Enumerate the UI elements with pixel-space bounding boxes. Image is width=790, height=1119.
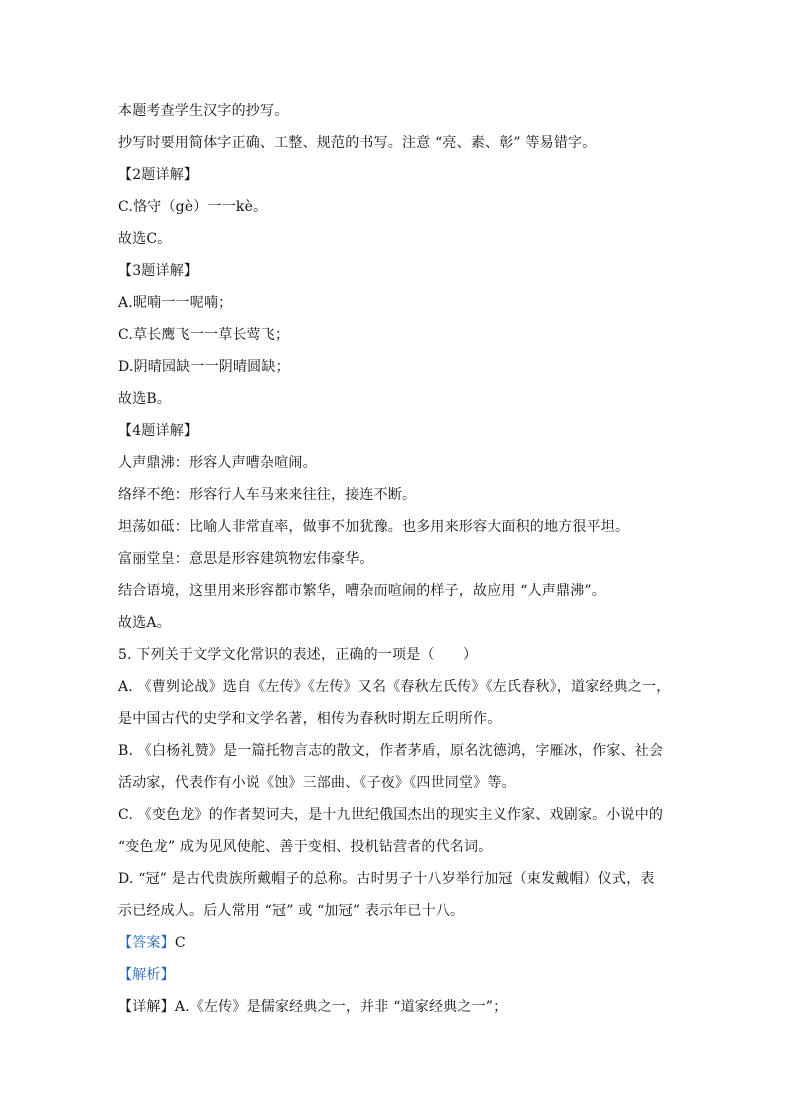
text-line: 人声鼎沸：形容人声嘈杂喧闹。 <box>118 455 317 471</box>
option-c-line-1: C. 《变色龙》的作者契诃夫，是十九世纪俄国杰出的现实主义作家、戏剧家。小说中的 <box>118 807 664 823</box>
text-line: C.恪守（gè）一一kè。 <box>118 199 268 215</box>
answer-label: 【答案】 <box>118 935 175 951</box>
text-line: 抄写时要用简体字正确、工整、规范的书写。注意 “亮、素、彰” 等易错字。 <box>118 135 597 151</box>
text-line: D.阴晴园缺一一阴晴圆缺； <box>118 359 290 375</box>
text-line: 故选A。 <box>118 615 171 631</box>
option-b-line-2: 活动家，代表作有小说《蚀》三部曲、《子夜》《四世同堂》等。 <box>118 775 516 791</box>
text-line: 本题考查学生汉字的抄写。 <box>118 103 289 119</box>
detail-text: A.《左传》是儒家经典之一，并非 “道家经典之一”； <box>174 999 508 1015</box>
text-line: 故选C。 <box>118 231 172 247</box>
analysis-label: 【解析】 <box>118 967 175 983</box>
option-b-line-1: B. 《白杨礼赞》是一篇托物言志的散文，作者茅盾，原名沈德鸿，字雁冰，作家、社会 <box>118 743 664 759</box>
question-stem: 5. 下列关于文学文化常识的表述，正确的一项是（ ） <box>118 647 478 663</box>
section-heading: 【4题详解】 <box>118 423 199 439</box>
option-d-line-2: 示已经成人。后人常用 “冠” 或 “加冠” 表示年已十八。 <box>118 903 465 919</box>
option-d-line-1: D. “冠” 是古代贵族所戴帽子的总称。古时男子十八岁举行加冠（束发戴帽）仪式，表 <box>118 871 655 887</box>
text-line: C.草长鹰飞一一草长莺飞； <box>118 327 290 343</box>
option-a-line-2: 是中国古代的史学和文学名著，相传为春秋时期左丘明所作。 <box>118 711 502 727</box>
text-line: 结合语境，这里用来形容都市繁华，嘈杂而喧闹的样子，故应用 “人声鼎沸”。 <box>118 583 606 599</box>
option-c-line-2: “变色龙” 成为见风使舵、善于变相、投机钻营者的代名词。 <box>118 839 493 855</box>
text-line: A.昵喃一一呢喃； <box>118 295 233 311</box>
answer-value: C <box>174 935 186 951</box>
analysis-line <box>118 965 678 985</box>
text-line: 络绎不绝：形容行人车马来来往往，接连不断。 <box>118 487 417 503</box>
detail-line <box>118 997 678 1017</box>
text-line: 富丽堂皇：意思是形容建筑物宏伟豪华。 <box>118 551 374 567</box>
text-line: 故选B。 <box>118 391 172 407</box>
section-heading: 【3题详解】 <box>118 263 199 279</box>
section-heading: 【2题详解】 <box>118 167 199 183</box>
text-line: 坦荡如砥：比喻人非常直率，做事不加犹豫。也多用来形容大面积的地方很平坦。 <box>118 519 630 535</box>
detail-label: 【详解】 <box>118 999 175 1015</box>
answer-line <box>118 933 678 953</box>
option-a-line-1: A. 《曹刿论战》选自《左传》《左传》又名《春秋左氏传》《左氏春秋》，道家经典之一， <box>118 679 671 695</box>
